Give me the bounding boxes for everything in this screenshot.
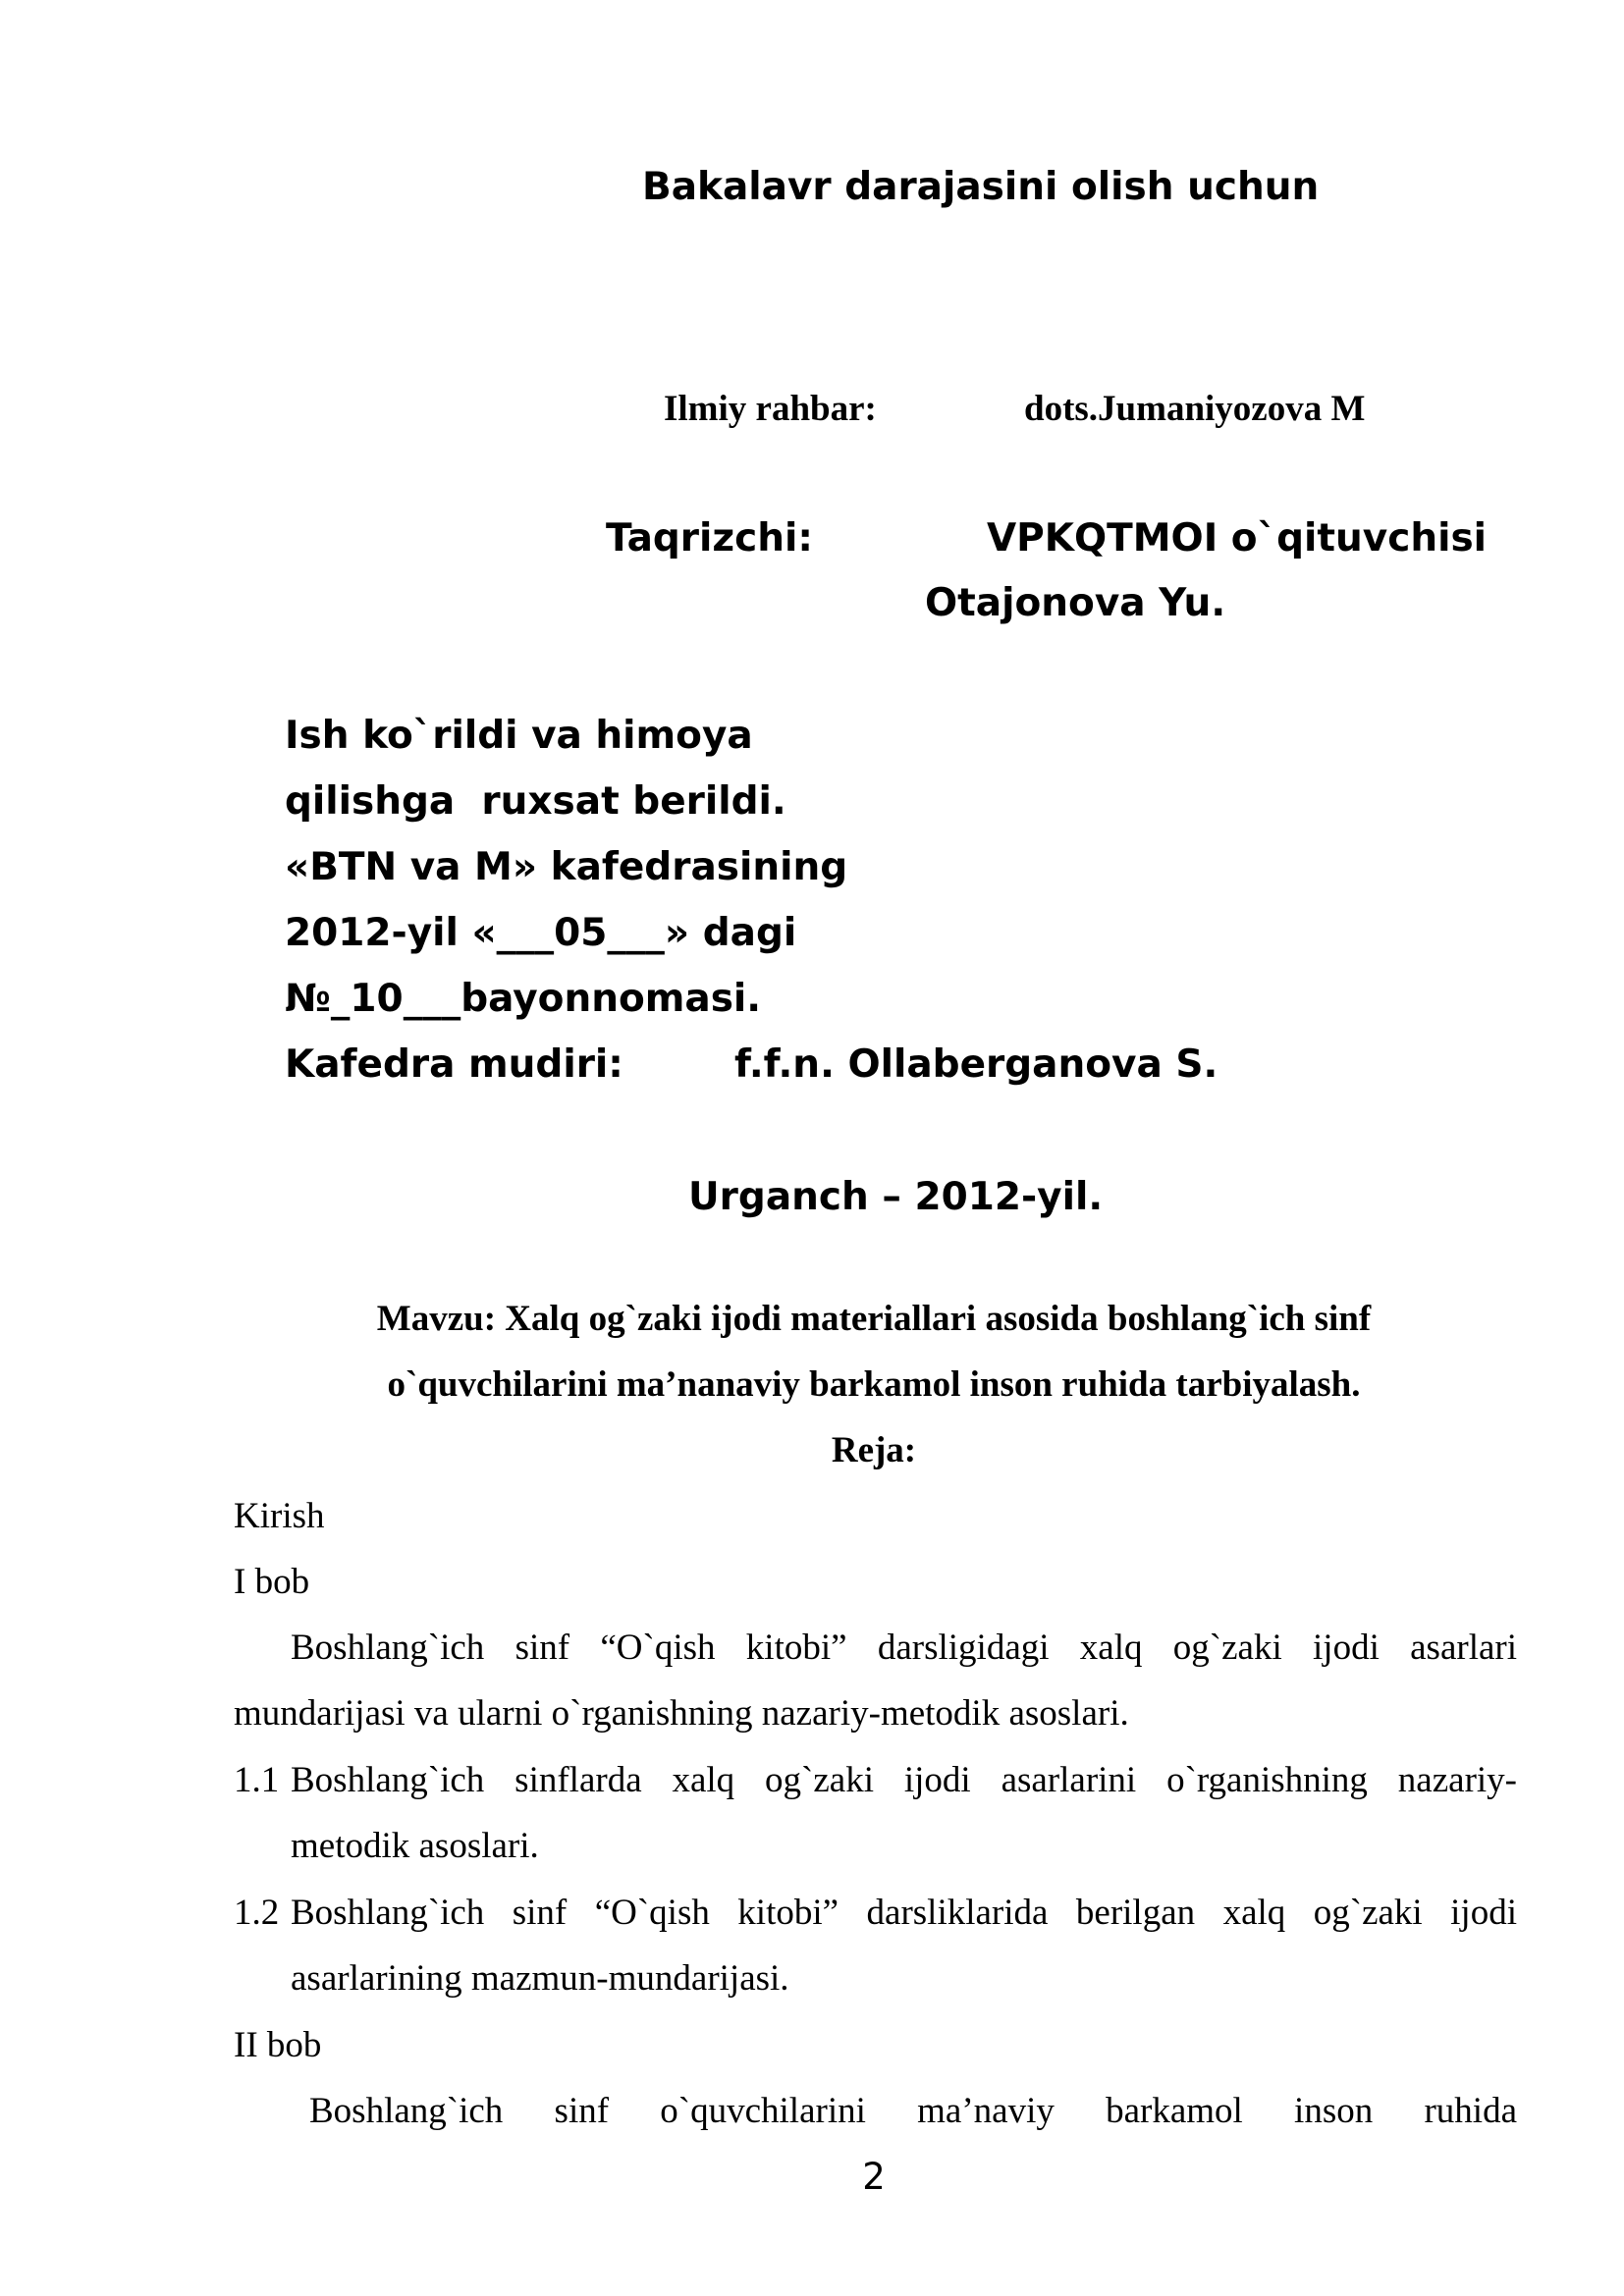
degree-line: Bakalavr darajasini olish uchun [642,165,1320,209]
approval-line-4: 2012-yil «___05___» dagi [285,911,797,955]
page-number: 2 [862,2156,886,2198]
chapter-2-title-line-1: Boshlang`ich sinf o`quvchilarini ma’naviy barkamol inson ruhida [309,2091,1517,2131]
item-1-2-number: 1.2 [234,1893,280,1933]
plan-heading: Reja: [831,1430,917,1470]
place-year: Urganch – 2012-yil. [688,1175,1104,1219]
plan-chapter-1: I bob [234,1562,310,1602]
item-1-1-number: 1.1 [234,1760,280,1800]
plan-chapter-2: II bob [234,2025,322,2065]
item-1-1-line-1: Boshlang`ich sinflarda xalq og`zaki ijodi asarlarini o`rganishning nazariy- [291,1760,1517,1800]
chapter-1-title-line-2: mundarijasi va ularni o`rganishning nazariy-metodik asoslari. [234,1693,1129,1734]
head-label: Kafedra mudiri: [285,1042,623,1087]
chapter-1-title-line-1: Boshlang`ich sinf “O`qish kitobi” darsligidagi xalq og`zaki ijodi asarlari [291,1628,1517,1668]
approval-line-3: «BTN va M» kafedrasining [285,845,848,889]
topic-line-2: o`quvchilarini ma’nanaviy barkamol inson ruhida tarbiyalash. [387,1364,1361,1405]
approval-line-1: Ish ko`rildi va himoya [285,714,753,758]
approval-line-5: №_10___bayonnomasi. [285,977,762,1021]
item-1-1-line-2: metodik asoslari. [291,1826,539,1866]
advisor-label: Ilmiy rahbar: [664,389,877,429]
advisor-name: dots.Jumaniyozova M [1024,389,1366,429]
item-1-2-line-1: Boshlang`ich sinf “O`qish kitobi” darsliklarida berilgan xalq og`zaki ijodi [291,1893,1517,1933]
topic-line-1: Mavzu: Xalq og`zaki ijodi materiallari asosida boshlang`ich sinf [376,1299,1372,1339]
reviewer-title: VPKQTMOI o`qituvchisi [987,516,1488,561]
reviewer-label: Taqrizchi: [606,516,813,561]
plan-intro: Kirish [234,1496,325,1536]
item-1-2-line-2: asarlarining mazmun-mundarijasi. [291,1958,789,1999]
approval-line-2: qilishga ruxsat berildi. [285,779,786,824]
reviewer-name: Otajonova Yu. [925,581,1226,625]
head-name: f.f.n. Ollaberganova S. [734,1042,1218,1087]
